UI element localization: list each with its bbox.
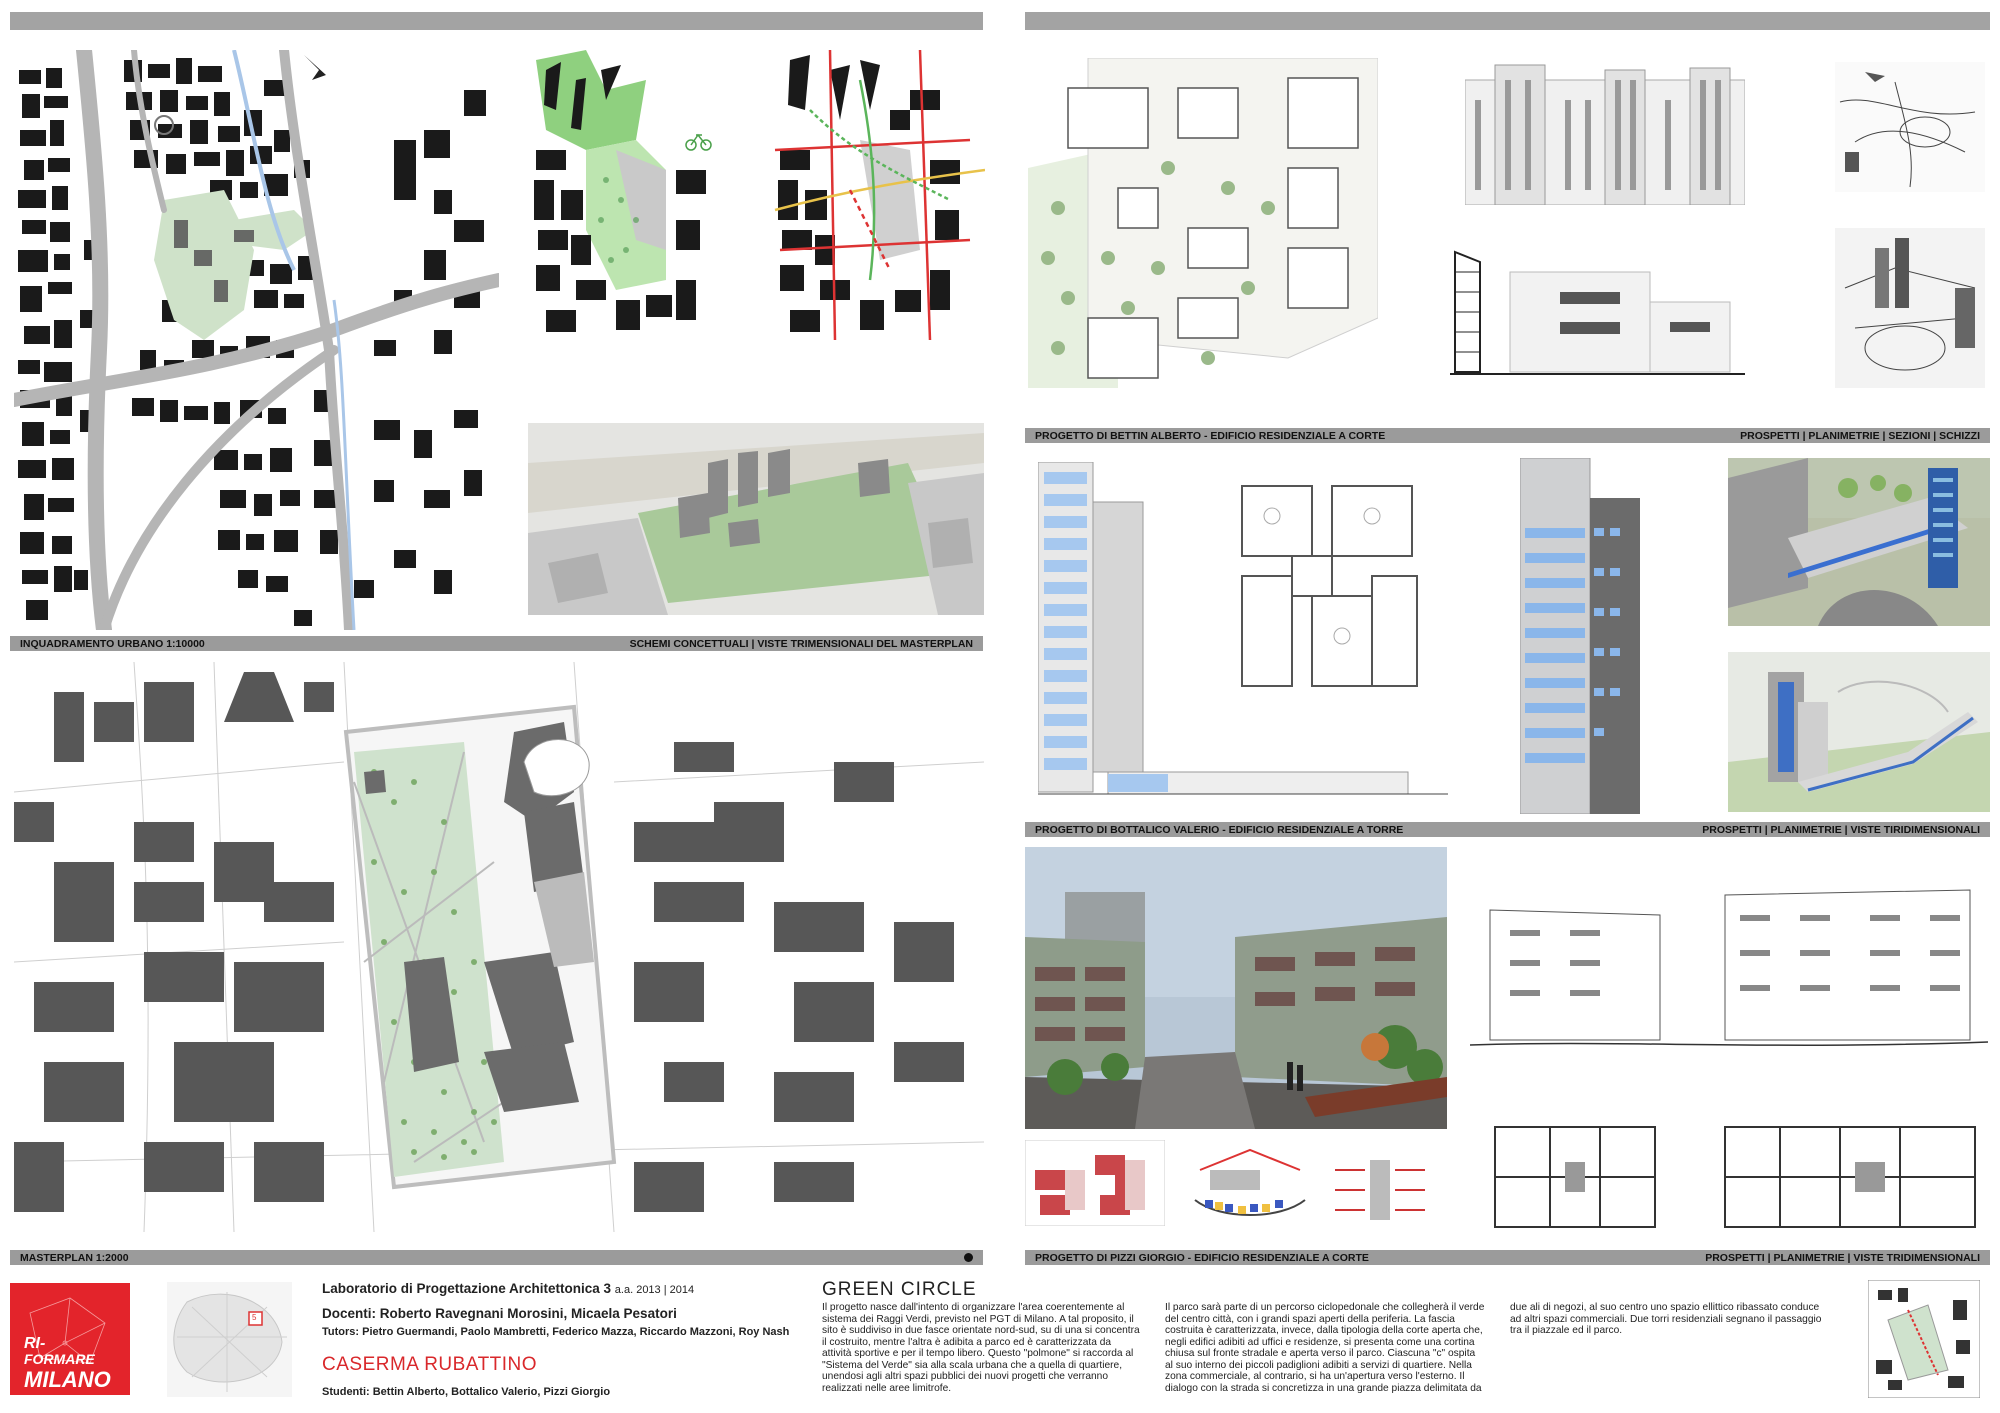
description-text-2: Il parco sarà parte di un percorso ciclopedonale che collegherà il verde del centro città, con i grandi spazi aperti della periferia. La fascia costruita è caratterizzata, invece, dalla tipologia della corte aperta che, negli edifici adibiti ad uffici e residenze, si presenta come una cortina chiusa sul fronte stradale e aperta verso il parco. Ciascuna "c" ospita al suo interno dei piccoli padiglioni adibiti a servizi di quartiere. Nella zona commerciale, al contrario, si ha un'apertura verso l'esterno. Il dialogo con la strada si concretizza in una grande piazza delimitata da	[1165, 1302, 1485, 1394]
pizzi-diagram-3	[1330, 1150, 1430, 1226]
bottalico-3d-view-1	[1728, 458, 1990, 626]
bottalico-floorplan	[1232, 476, 1424, 708]
top-bar-right	[1025, 12, 1990, 30]
bettin-section	[1450, 242, 1745, 382]
label-bettin: PROGETTO DI BETTIN ALBERTO - EDIFICIO RESIDENZIALE A CORTE	[1035, 429, 1386, 442]
label-pizzi-contents: PROSPETTI | PLANIMETRIE | VISTE TRIDIMENSIONALI	[1705, 1251, 1980, 1264]
logo-line-1: RI-	[24, 1335, 46, 1352]
label-bar-bottalico	[1025, 822, 1990, 837]
label-bar-bettin	[1025, 428, 1990, 443]
label-bar-urbano	[10, 636, 983, 651]
lab-title	[322, 1281, 694, 1296]
label-bar-pizzi	[1025, 1250, 1990, 1265]
masterplan-3d-view	[528, 423, 984, 615]
description-column-3	[1510, 1302, 1825, 1337]
studenti: Studenti: Bettin Alberto, Bottalico Valerio, Pizzi Giorgio	[322, 1386, 611, 1398]
urban-context-map	[14, 50, 499, 630]
pizzi-diagram-1	[1025, 1140, 1165, 1226]
description-column-1	[822, 1302, 1140, 1394]
locator-zone-number: 5	[252, 1313, 257, 1322]
description-text-1: Il progetto nasce dall'intento di organizzare l'area coerentemente al sistema dei Raggi Verdi, previsto nel PGT di Milano. A tal proposito, il sito è suddiviso in due fasce orientate nord-sud, su di una si concentra il costruito, mentre l'altra è adibita a parco ed è caratterizzata da attività sportive e per il tempo libero. Questo "polmone" si raccorda al "Sistema del Verde" sia alla scala urbana che a quella di quartiere, unendosi agli altri spazi pubblici dei nuovi progetti che verranno realizzati nelle aree limitrofe.	[822, 1302, 1140, 1394]
lab-year: a.a. 2013 | 2014	[614, 1284, 695, 1296]
label-schemi: SCHEMI CONCETTUALI | VISTE TRIMENSIONALI DEL MASTERPLAN	[629, 637, 973, 650]
bettin-sketch-1	[1835, 62, 1985, 192]
bettin-plan	[1028, 58, 1378, 388]
north-icon	[964, 1253, 973, 1262]
bettin-sketch-2	[1835, 228, 1985, 388]
project-name: CASERMA RUBATTINO	[322, 1354, 538, 1375]
label-bottalico-contents: PROSPETTI | PLANIMETRIE | VISTE TIRIDIMENSIONALI	[1702, 823, 1980, 836]
concept-scheme-roads	[770, 50, 985, 340]
tutors: Tutors: Pietro Guermandi, Paolo Mambretti, Federico Mazza, Riccardo Mazzoni, Roy Nash	[322, 1326, 790, 1338]
riformare-milano-logo	[10, 1283, 130, 1395]
green-circle-heading: GREEN CIRCLE	[822, 1279, 977, 1300]
lab-title-text: Laboratorio di Progettazione Architettonica 3	[322, 1281, 612, 1296]
bettin-elevation	[1465, 60, 1745, 205]
label-bottalico: PROGETTO DI BOTTALICO VALERIO - EDIFICIO RESIDENZIALE A TORRE	[1035, 823, 1404, 836]
label-masterplan: MASTERPLAN 1:2000	[20, 1251, 129, 1264]
label-bettin-contents: PROSPETTI | PLANIMETRIE | SEZIONI | SCHIZZI	[1740, 429, 1980, 442]
milano-locator-map	[167, 1282, 292, 1397]
bottalico-tower	[1520, 458, 1640, 814]
top-bar-left	[10, 12, 983, 30]
description-text-3: due ali di negozi, al suo centro uno spazio ellittico ribassato conduce ad altri spazi commerciali. Due torri residenziali segnano il passaggio tra il piazzale ed il parco.	[1510, 1302, 1822, 1336]
bicycle-icon	[686, 135, 711, 150]
site-key-plan	[1868, 1280, 1980, 1398]
pizzi-render	[1025, 847, 1447, 1129]
pizzi-elevations	[1470, 880, 1988, 1050]
docenti: Docenti: Roberto Ravegnani Morosini, Micaela Pesatori	[322, 1306, 677, 1321]
logo-line-3: MILANO	[24, 1367, 111, 1392]
concept-scheme-green	[526, 50, 722, 340]
label-bar-masterplan	[10, 1250, 983, 1265]
pizzi-diagram-2	[1190, 1140, 1310, 1232]
pizzi-floorplans	[1490, 1122, 1980, 1240]
logo-line-2: FORMARE	[24, 1351, 95, 1367]
masterplan-drawing	[14, 662, 984, 1232]
description-column-2	[1165, 1302, 1485, 1394]
bottalico-3d-view-2	[1728, 652, 1990, 812]
label-urbano: INQUADRAMENTO URBANO 1:10000	[20, 637, 205, 650]
label-pizzi: PROGETTO DI PIZZI GIORGIO - EDIFICIO RESIDENZIALE A CORTE	[1035, 1251, 1369, 1264]
